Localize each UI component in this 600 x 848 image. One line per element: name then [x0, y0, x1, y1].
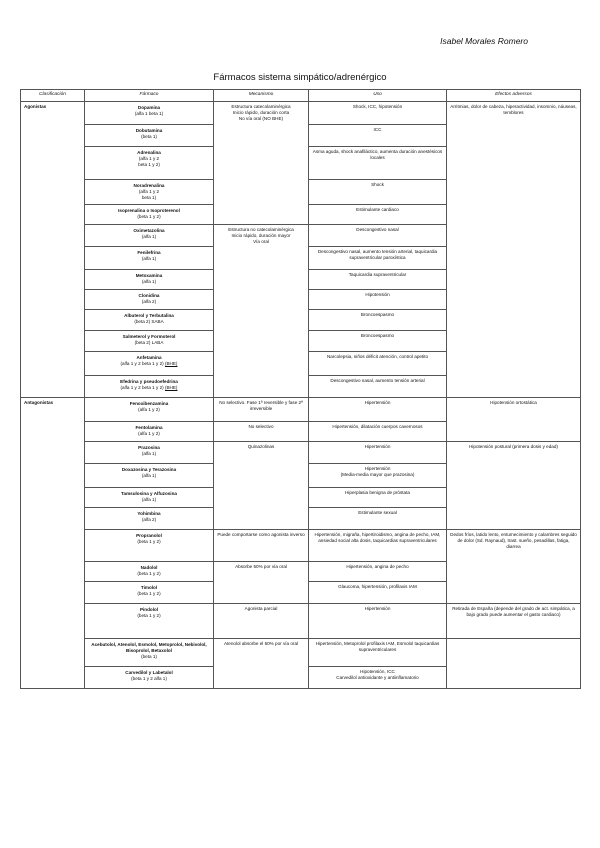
mechanism-cell: Atenolol absorbe el 50% por vía oral — [214, 639, 309, 689]
bhe-note: (BHE) — [164, 360, 178, 366]
header-classification: Clasificación — [21, 90, 85, 102]
drug-receptor-text: (beta 1 y 2) — [137, 570, 161, 576]
drug-receptors — [88, 361, 210, 367]
mechanism-cell: Estructura no catecolaminérgica Inicio rápido, duración mayor Vía oral — [214, 225, 309, 398]
use-cell: Descongestivo nasal, aumento tensión arterial, taquicardia supraventricular paroxística — [309, 247, 447, 270]
drug-receptor-text: (alfa 2) — [141, 298, 157, 304]
group-agonistas: Agonistas — [21, 102, 85, 398]
drug-cell — [85, 530, 214, 562]
header-drug: Fármaco — [85, 90, 214, 102]
adverse-effects-cell: Retirada de España (depende del grado de act. simpática, a bajo grado puede aumentar el gasto cardiaco) — [447, 604, 581, 639]
drug-receptors — [88, 234, 210, 240]
header-adverse-effects: Efectos adversos — [447, 90, 581, 102]
drug-receptors — [88, 654, 210, 660]
drug-receptor-text: (alfa 1 y 2 beta 1) — [138, 188, 160, 200]
table-row — [21, 604, 581, 639]
drug-receptor-text: (beta 1 y 2) — [137, 213, 161, 219]
use-cell: Hipertensión, dilatación cuerpos cavernosos — [309, 422, 447, 442]
drug-receptors — [88, 319, 210, 325]
drug-name: Timolol — [140, 585, 158, 590]
drug-receptors — [88, 431, 210, 437]
drug-receptor-text: (alfa 1 y 2) — [138, 406, 160, 412]
drug-receptor-text: (alfa 2) — [141, 516, 157, 522]
drug-cell — [85, 488, 214, 508]
mechanism-cell: Absorbe 50% por vía oral — [214, 562, 309, 604]
bhe-note: (BHE) — [164, 384, 178, 390]
drug-name: Nadolol — [140, 565, 158, 570]
drug-receptors — [88, 539, 210, 545]
drug-cell — [85, 422, 214, 442]
drug-name: Isoprenalina o Isoproterenol — [118, 208, 180, 213]
drug-cell — [85, 310, 214, 331]
drug-cell — [85, 225, 214, 247]
drug-name: Salmeterol y Formoterol — [122, 334, 176, 339]
use-cell: Hipertensión — [309, 604, 447, 639]
drug-name: Dopamina — [137, 105, 161, 110]
drug-cell — [85, 604, 214, 639]
drug-cell — [85, 667, 214, 689]
drug-receptor-text: (alfa 1 y 2 beta 1 y 2) — [120, 360, 164, 366]
drug-cell — [85, 290, 214, 310]
table-row — [21, 639, 581, 667]
drug-name: Albuterol y Terbutalina — [124, 313, 174, 318]
drug-name: Adrenalina — [137, 150, 161, 155]
drug-receptors — [88, 613, 210, 619]
drug-receptors — [88, 676, 210, 682]
use-cell: Hipertensión — [309, 442, 447, 464]
drug-receptors — [88, 451, 210, 457]
use-cell: Taquicardia supraventricular — [309, 270, 447, 290]
use-cell: Estimulante sexual — [309, 508, 447, 530]
document-title: Fármacos sistema simpático/adrenérgico — [213, 72, 387, 83]
group-antagonistas: Antagonistas — [21, 398, 85, 689]
drug-name: Prazosina — [138, 445, 160, 450]
drug-receptors — [88, 111, 210, 117]
adverse-effects-cell: Hipotensión ortostática — [447, 398, 581, 442]
drug-receptor-text: (alfa 1) — [141, 496, 157, 502]
drug-cell — [85, 639, 214, 667]
use-cell: Hipotensión — [309, 290, 447, 310]
adverse-effects-cell: Arritmias, dolor de cabeza, hiperactividad, insomnio, náuseas, temblores — [447, 102, 581, 398]
drug-receptor-text: (alfa 1) — [141, 278, 157, 284]
drug-cell — [85, 270, 214, 290]
drug-receptors — [88, 256, 210, 262]
drug-cell — [85, 247, 214, 270]
drug-name: Metoxamina — [135, 273, 163, 278]
drug-name: Oximetazolina — [133, 228, 165, 233]
drug-cell — [85, 102, 214, 125]
drug-cell — [85, 147, 214, 180]
use-cell: Hipertensión — [309, 398, 447, 422]
mechanism-cell: No selectivo — [214, 422, 309, 442]
drug-name: Tamsulosina y Alfuzosina — [121, 491, 177, 496]
drug-receptors — [88, 340, 210, 346]
use-cell: Hipotensión, ICC Carvedilol antioxidante y antiinflamatorio — [309, 667, 447, 689]
drug-cell — [85, 508, 214, 530]
use-cell: Hipertensión, migraña, hipertiroidismo, angina de pecho, IAM, ansiedad social alta dosis, taquicardias supraventriculares — [309, 530, 447, 562]
use-cell: Hipertensión, Metoprolol profilaxis IAM, Esmolol taquicardias supraventriculares — [309, 639, 447, 667]
drug-name: Fenilefrina — [137, 250, 161, 255]
use-cell: Hipertensión, angina de pecho — [309, 562, 447, 582]
drug-receptor-text: (beta 2) LABA — [134, 339, 164, 345]
use-cell: Asma aguda, shock anafiláctico, aumenta duración anestésicos locales — [309, 147, 447, 180]
drug-name: Acebutolol, Atenolol, Esmolol, Metoprolol, Nebivolol, Bisoprolol, Betaxolol — [91, 642, 207, 653]
table-header-row — [21, 90, 581, 102]
use-cell: Broncoespasmo — [309, 310, 447, 331]
drug-receptor-text: (alfa 1 y 2 beta 1 y 2) — [120, 384, 164, 390]
drug-receptors — [88, 156, 210, 168]
table-row — [21, 102, 581, 125]
drug-cell — [85, 180, 214, 205]
drug-name: Yohimbina — [137, 511, 161, 516]
use-cell: Glaucoma, hipertensión, profilaxis IAM — [309, 582, 447, 604]
adverse-effects-cell: Dedos fríos, latido lento, entumecimiento y calambres seguido de dolor (Sd. Raynaud), trast. sueño, pesadillas, fatiga, diarrea — [447, 530, 581, 604]
use-cell: Estimulante cardiaco — [309, 205, 447, 225]
drug-receptor-text: (alfa 1) — [141, 233, 157, 239]
use-cell: Descongestivo nasal — [309, 225, 447, 247]
drug-name: Anfetamina — [136, 355, 162, 360]
drug-receptor-text: (alfa 1 beta 1) — [134, 110, 164, 116]
header-mechanism: Mecanismo — [214, 90, 309, 102]
use-cell: ICC — [309, 125, 447, 147]
drug-receptor-text: (beta 1 y 2) — [137, 538, 161, 544]
drug-receptors — [88, 591, 210, 597]
drug-receptors — [88, 279, 210, 285]
drug-receptor-text: (beta 1) — [141, 133, 157, 139]
use-cell: Descongestivo nasal, aumento tensión arterial — [309, 376, 447, 398]
use-cell: Hipertensión (Media-media mayor que prazosina) — [309, 464, 447, 488]
drug-cell — [85, 464, 214, 488]
use-cell: Shock — [309, 180, 447, 205]
drug-receptors — [88, 473, 210, 479]
drug-name: Dobutamina — [135, 128, 163, 133]
mechanism-cell: Quinazolinas — [214, 442, 309, 530]
drug-cell — [85, 398, 214, 422]
mechanism-cell: Estructura catecolaminérgica Inicio rápido, duración corta No vía oral (NO BHE) — [214, 102, 309, 225]
adverse-effects-cell: Hipotensión postural (primera dosis y edad) — [447, 442, 581, 530]
drug-receptors — [88, 189, 210, 201]
drug-name: Carvedilol y Labetalol — [125, 670, 173, 675]
drug-receptors — [88, 299, 210, 305]
drug-receptor-text: (alfa 1) — [141, 472, 157, 478]
drug-name: Fentolamina — [135, 425, 163, 430]
drug-cell — [85, 205, 214, 225]
drug-name: Fenoxibenzamina — [129, 401, 169, 406]
drug-receptors — [88, 214, 210, 220]
drug-receptor-text: (alfa 1) — [141, 255, 157, 261]
drug-receptors — [88, 407, 210, 413]
drug-name: Efedrina y pseudoefedrina — [120, 379, 178, 384]
mechanism-cell: Puede comportarse como agonista inverso — [214, 530, 309, 562]
drug-receptor-text: (beta 2) SABA — [134, 318, 164, 324]
drug-cell — [85, 376, 214, 398]
table-row — [21, 398, 581, 422]
drug-name: Pindolol — [139, 607, 159, 612]
drug-receptor-text: (alfa 1 y 2) — [138, 430, 160, 436]
drug-receptors — [88, 134, 210, 140]
use-cell: Shock, ICC, hipotensión — [309, 102, 447, 125]
drug-cell — [85, 352, 214, 376]
drug-receptor-text: (alfa 1 y 2 beta 1 y 2) — [138, 155, 160, 167]
drug-receptors — [88, 571, 210, 577]
drug-cell — [85, 331, 214, 352]
drug-name: Noradrenalina — [133, 183, 165, 188]
drug-table — [20, 89, 581, 689]
drug-receptor-text: (beta 1 y 2) — [137, 590, 161, 596]
drug-receptors — [88, 497, 210, 503]
table-row — [21, 530, 581, 562]
drug-receptor-text: (beta 1) — [141, 653, 157, 659]
drug-cell — [85, 125, 214, 147]
mechanism-cell: Agonista parcial — [214, 604, 309, 639]
use-cell: Broncoespasmo — [309, 331, 447, 352]
drug-name: Doxazosina y Terazosina — [121, 467, 177, 472]
drug-name: Clonidina — [138, 293, 160, 298]
drug-receptor-text: (beta 1 y 2 alfa 1) — [131, 675, 167, 681]
use-cell: Narcolepsia, niños déficit atención, control apetito — [309, 352, 447, 376]
drug-receptors — [88, 385, 210, 391]
drug-cell — [85, 582, 214, 604]
use-cell: Hiperplasia benigna de próstata — [309, 488, 447, 508]
drug-receptor-text: (alfa 1) — [141, 450, 157, 456]
drug-receptors — [88, 517, 210, 523]
drug-cell — [85, 562, 214, 582]
drug-receptor-text: (beta 1 y 2) — [137, 612, 161, 618]
drug-name: Propranolol — [136, 533, 162, 538]
drug-cell — [85, 442, 214, 464]
header-use: Uso — [309, 90, 447, 102]
adverse-effects-cell — [447, 639, 581, 689]
author-name: Isabel Morales Romero — [440, 36, 528, 46]
table-row — [21, 442, 581, 464]
mechanism-cell: No selectivo. Fase 1ª reversible y fase 2ª irreversible — [214, 398, 309, 422]
